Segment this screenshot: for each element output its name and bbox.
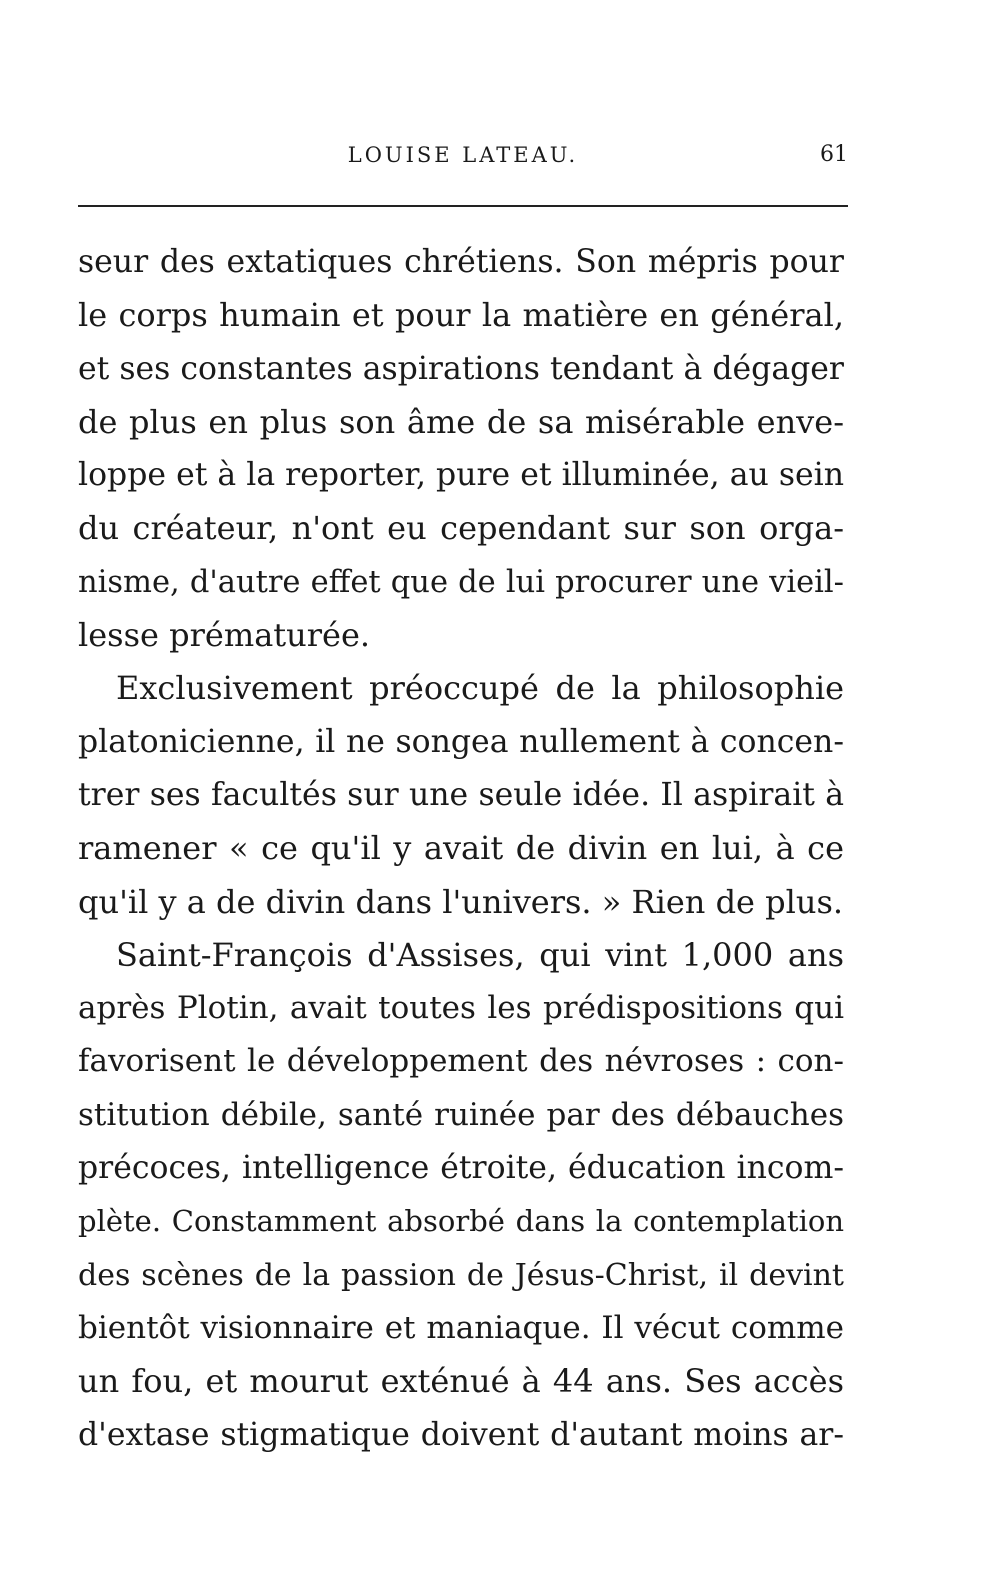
- text-line: du créateur, n'ont eu cependant sur son orga-: [78, 509, 844, 548]
- text-line: platonicienne, il ne songea nullement à concen-: [78, 723, 844, 760]
- page-header: [78, 140, 848, 170]
- running-title: LOUISE LATEAU.: [347, 143, 579, 167]
- text-line: un fou, et mourut exténué à 44 ans. Ses accès: [78, 1362, 844, 1401]
- text-line: le corps humain et pour la matière en général,: [78, 296, 844, 335]
- text-line: qu'il y a de divin dans l'univers. » Rien de plus.: [78, 882, 844, 921]
- text-line: après Plotin, avait toutes les prédispositions qui: [78, 990, 844, 1027]
- body-text: [78, 236, 844, 1462]
- text-line: et ses constantes aspirations tendant à dégager: [78, 350, 844, 387]
- text-line: Saint-François d'Assises, qui vint 1,000 ans: [116, 935, 844, 974]
- text-line: favorisent le développement des névroses : con-: [78, 1043, 844, 1080]
- text-line: des scènes de la passion de Jésus-Christ, il devint: [78, 1257, 844, 1293]
- text-line: lesse prématurée.: [78, 616, 371, 655]
- text-line: loppe et à la reporter, pure et illuminée, au sein: [78, 457, 844, 494]
- text-line: stitution débile, santé ruinée par des débauches: [78, 1096, 844, 1133]
- page-number: 61: [820, 142, 848, 167]
- text-line: ramener « ce qu'il y avait de divin en lui, à ce: [78, 829, 844, 868]
- text-line: seur des extatiques chrétiens. Son mépris pour: [78, 244, 844, 280]
- text-line: trer ses facultés sur une seule idée. Il aspirait à: [78, 776, 844, 813]
- text-line: bientôt visionnaire et maniaque. Il vécut comme: [78, 1309, 844, 1346]
- text-line: d'extase stigmatique doivent d'autant moins ar-: [78, 1416, 844, 1453]
- text-line: nisme, d'autre effet que de lui procurer une vieil-: [78, 564, 844, 600]
- text-line: Exclusivement préoccupé de la philosophie: [116, 669, 844, 708]
- text-line: plète. Constamment absorbé dans la contemplation: [78, 1204, 844, 1239]
- header-rule: [78, 205, 848, 207]
- text-line: précoces, intelligence étroite, éducation incom-: [78, 1150, 844, 1187]
- text-line: de plus en plus son âme de sa misérable enve-: [78, 402, 844, 441]
